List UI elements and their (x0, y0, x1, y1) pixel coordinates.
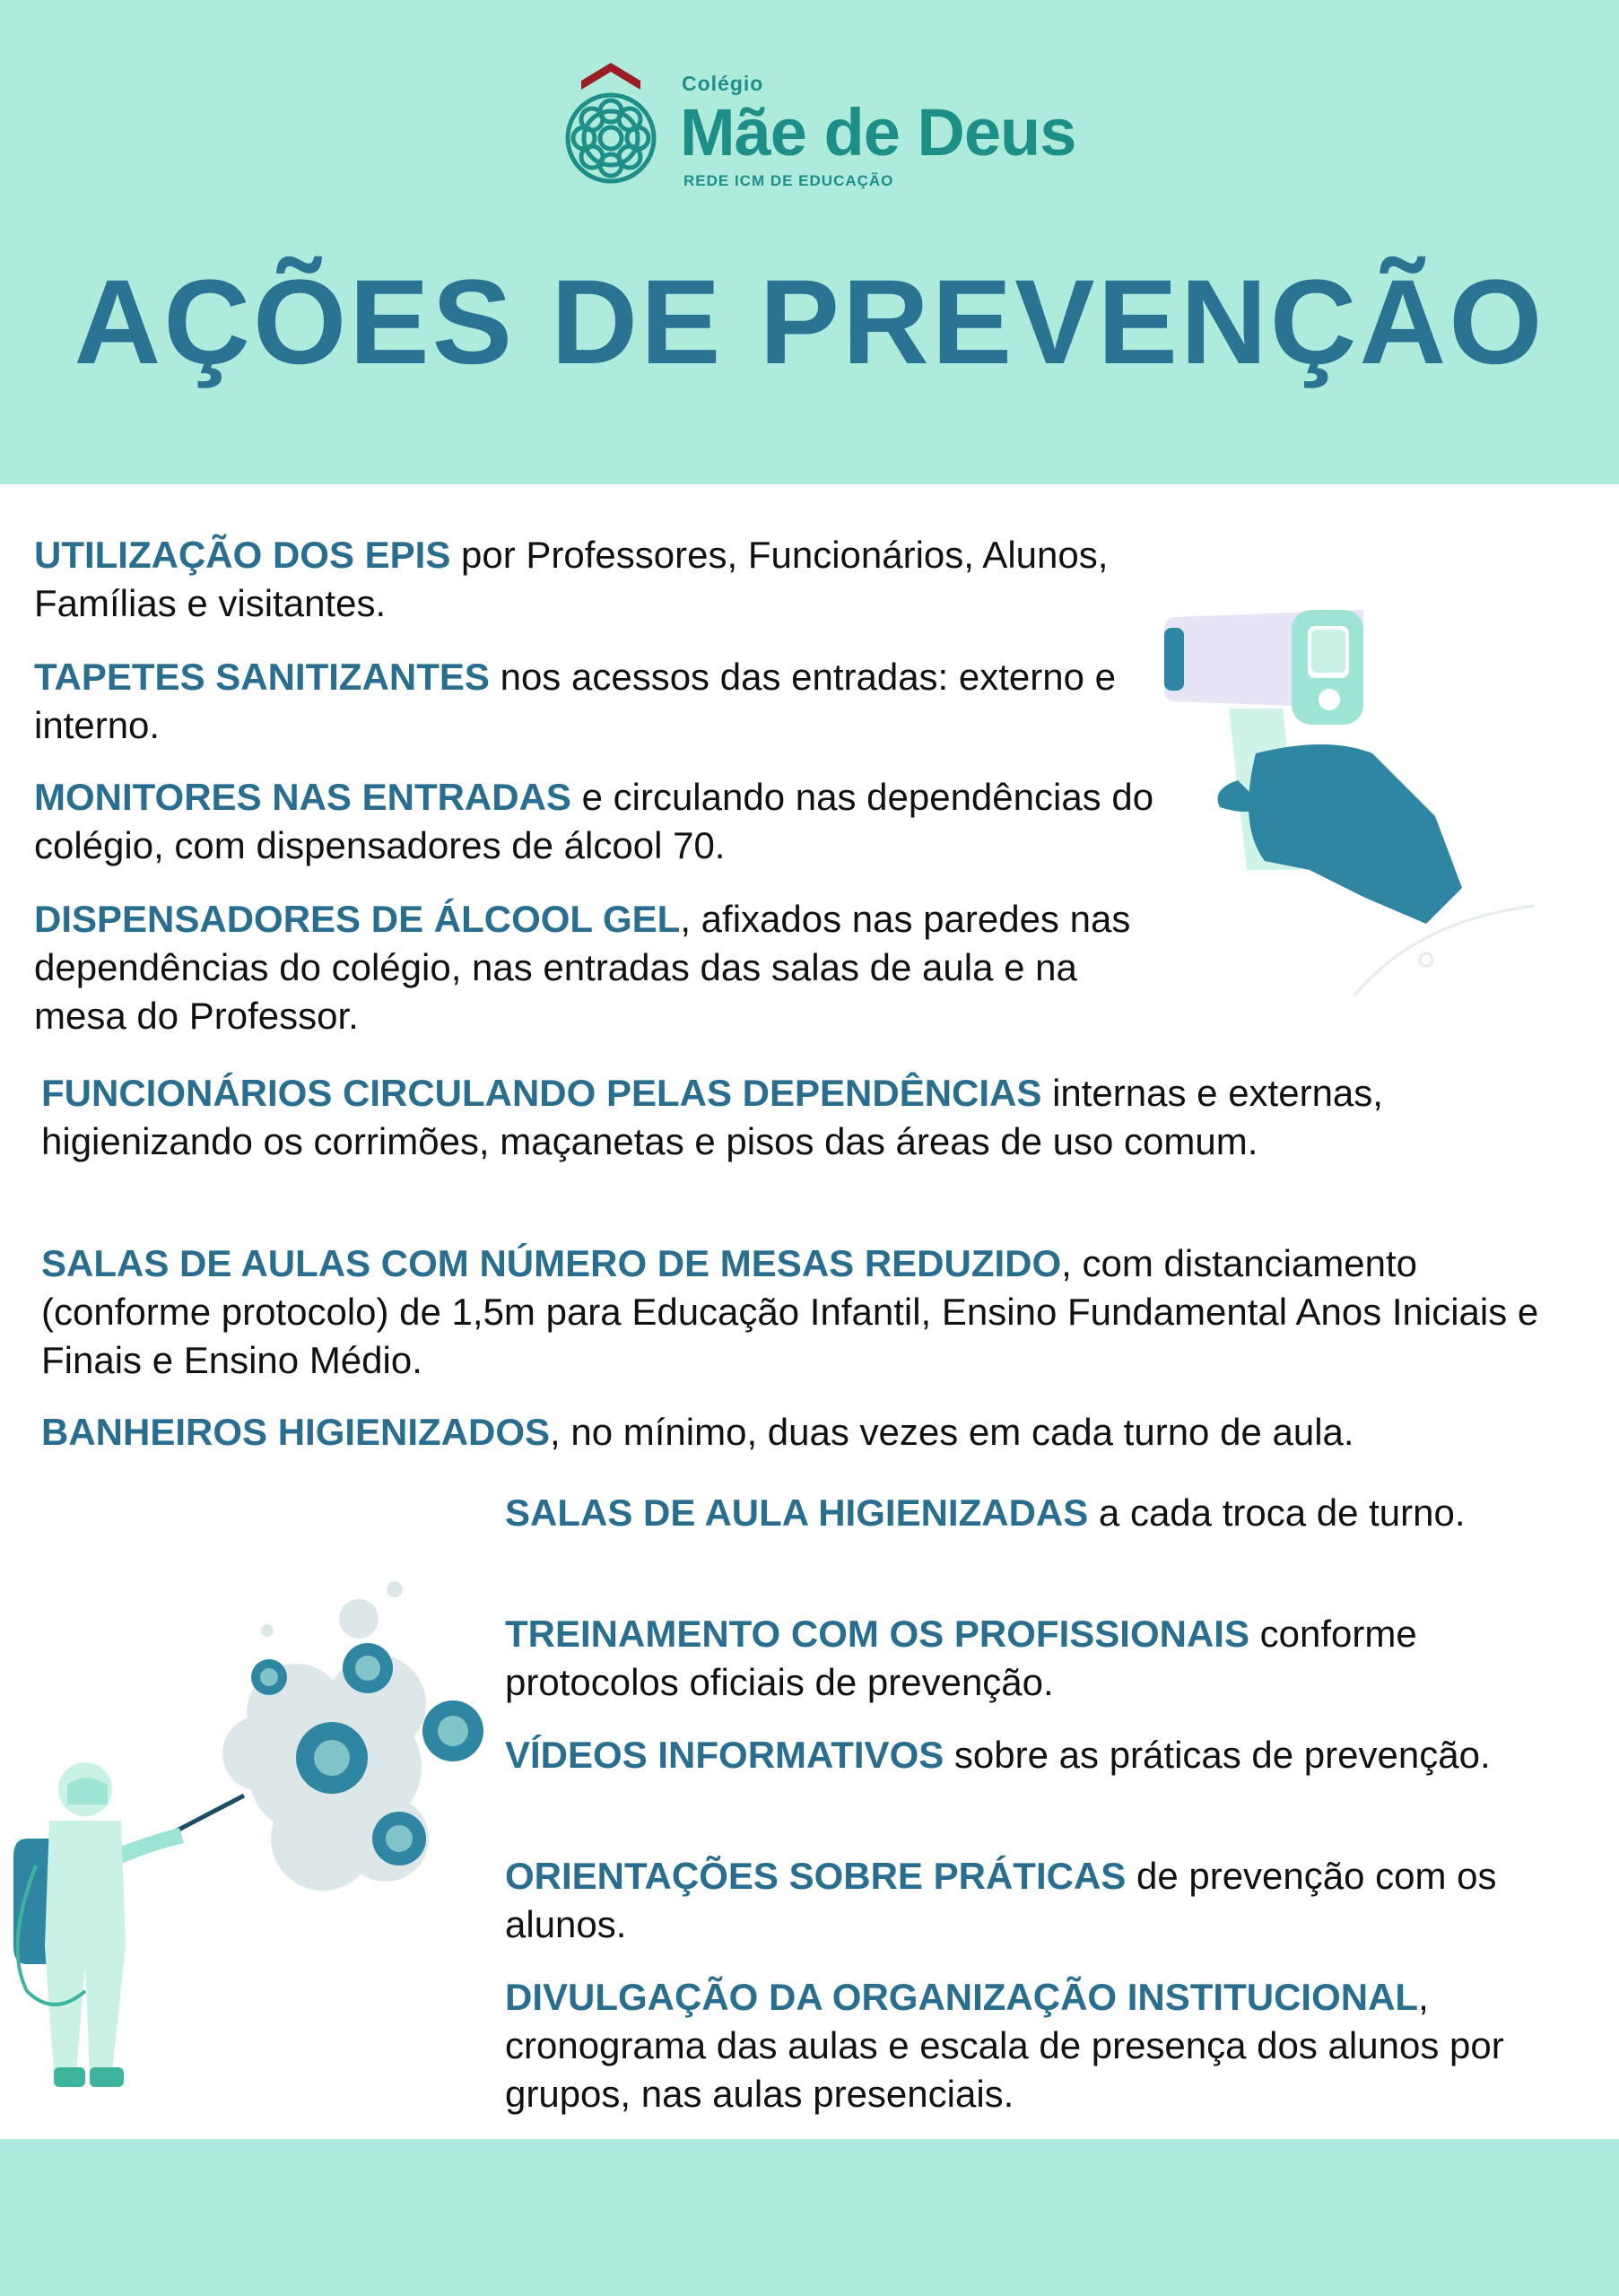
item-highlight: UTILIZAÇÃO DOS EPIS (34, 534, 451, 576)
item-highlight: SALAS DE AULAS COM NÚMERO DE MESAS REDUZIDO (41, 1242, 1062, 1284)
thermometer-gun-icon (1157, 601, 1552, 1022)
item-text: internas e externas, higienizando os corrimões, maçanetas e pisos das áreas de uso comum. (41, 1072, 1383, 1162)
item-highlight: VÍDEOS INFORMATIVOS (505, 1734, 944, 1776)
item-highlight: ORIENTAÇÕES SOBRE PRÁTICAS (505, 1855, 1127, 1897)
item-text: nos acessos das entradas: externo e interno. (34, 656, 1117, 746)
logo-network-subtitle: REDE ICM DE EDUCAÇÃO (683, 172, 894, 189)
item-text: conforme protocolos oficiais de prevenção. (505, 1613, 1417, 1703)
hazmat-sprayer-icon (0, 1570, 502, 2126)
item-text: e circulando nas dependências do colégio, com dispensadores de álcool 70. (34, 776, 1154, 866)
list-item (41, 1239, 1566, 1385)
list-item (505, 1852, 1608, 1949)
list-item (505, 1731, 1492, 1779)
list-item (34, 773, 1200, 870)
item-text: , afixados nas paredes nas dependências do colégio, nas entradas das salas de aula e na mesa do Professor. (34, 898, 1131, 1037)
item-highlight: TREINAMENTO COM OS PROFISSIONAIS (505, 1613, 1249, 1655)
item-text: por Professores, Funcionários, Alunos, Famílias e visitantes. (34, 534, 1109, 624)
item-text: sobre as práticas de prevenção. (944, 1734, 1491, 1776)
item-text: a cada troca de turno. (1088, 1492, 1466, 1534)
flower-emblem-icon (554, 56, 667, 190)
header-band (0, 0, 1619, 484)
list-item (505, 1489, 1581, 1537)
item-highlight: BANHEIROS HIGIENIZADOS (41, 1411, 551, 1453)
item-text: , cronograma das aulas e escala de presença dos alunos por grupos, nas aulas presenciais. (505, 1976, 1504, 2115)
item-highlight: TAPETES SANITIZANTES (34, 656, 490, 698)
list-item (34, 531, 1200, 628)
item-text: , no mínimo, duas vezes em cada turno de aula. (550, 1411, 1354, 1453)
logo-colegio-text: Colégio (682, 72, 764, 95)
item-text: , com distanciamento (conforme protocolo) de 1,5m para Educação Infantil, Ensino Fundamental Anos Iniciais e Finais e Ensino Médio. (41, 1242, 1539, 1381)
list-item (34, 895, 1155, 1040)
item-text: de prevenção com os alunos. (505, 1855, 1497, 1945)
footer-band (0, 2139, 1619, 2296)
list-item (505, 1610, 1581, 1707)
item-highlight: DISPENSADORES DE ÁLCOOL GEL (34, 898, 681, 940)
list-item (505, 1973, 1608, 2118)
list-item (34, 653, 1155, 750)
logo-school-name: Mãe de Deus (680, 95, 1076, 170)
list-item (41, 1408, 1619, 1457)
item-highlight: MONITORES NAS ENTRADAS (34, 776, 571, 818)
item-highlight: SALAS DE AULA HIGIENIZADAS (505, 1492, 1089, 1534)
page-title: AÇÕES DE PREVENÇÃO (74, 256, 1545, 389)
list-item (41, 1069, 1530, 1166)
item-highlight: FUNCIONÁRIOS CIRCULANDO PELAS DEPENDÊNCIAS (41, 1072, 1042, 1114)
item-highlight: DIVULGAÇÃO DA ORGANIZAÇÃO INSTITUCIONAL (505, 1976, 1419, 2018)
